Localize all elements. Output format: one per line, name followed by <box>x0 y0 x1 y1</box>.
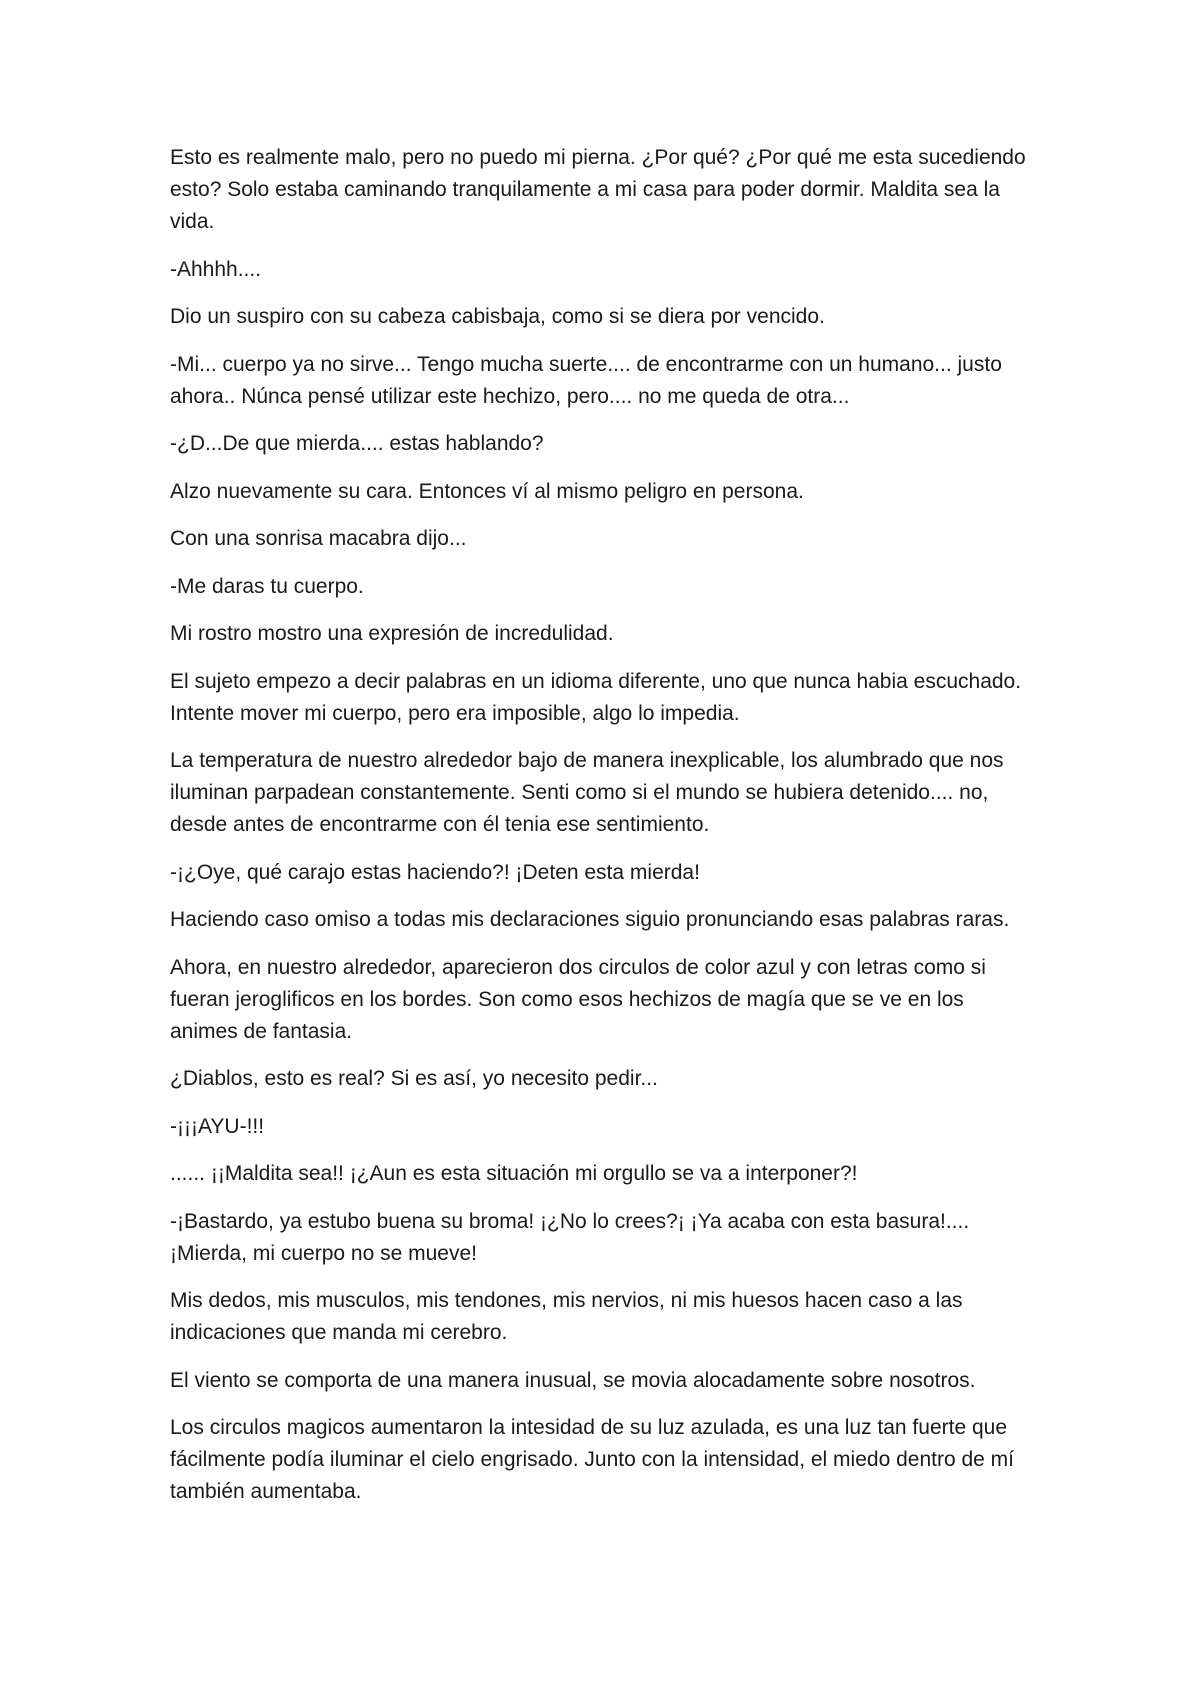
paragraph: -Me daras tu cuerpo. <box>170 574 364 598</box>
paragraph: Dio un suspiro con su cabeza cabisbaja, como si se diera por vencido. <box>170 305 825 328</box>
paragraph: Mis dedos, mis musculos, mis tendones, mis nervios, ni mis huesos hacen caso a las indicaciones que manda mi cerebro. <box>170 1289 963 1344</box>
paragraph: ...... ¡¡Maldita sea!! ¡¿Aun es esta situación mi orgullo se va a interponer?! <box>170 1162 858 1185</box>
paragraph: -¡¿Oye, qué carajo estas haciendo?! ¡Deten esta mierda! <box>170 860 700 884</box>
paragraph: -¿D...De que mierda.... estas hablando? <box>170 432 544 455</box>
paragraph: -¡Bastardo, ya estubo buena su broma! ¡¿No lo crees?¡ ¡Ya acaba con esta basura!.... ¡Mierda, mi cuerpo no se mueve! <box>170 1209 970 1265</box>
paragraph: -Ahhhh.... <box>170 257 262 281</box>
paragraph: Mi rostro mostro una expresión de incredulidad. <box>170 622 614 645</box>
paragraph: El sujeto empezo a decir palabras en un idioma diferente, uno que nunca habia escuchado. Intente mover mi cuerpo, pero era imposible, algo lo impedia. <box>170 669 1022 725</box>
page-body <box>170 142 1030 1524</box>
paragraph: Ahora, en nuestro alrededor, aparecieron dos circulos de color azul y con letras como si fueran jeroglificos en los bordes. Son como esos hechizos de magía que se ve en los animes de fantasia. <box>170 955 986 1043</box>
paragraph: -Mi... cuerpo ya no sirve... Tengo mucha suerte.... de encontrarme con un humano... justo ahora.. Núnca pensé utilizar este hechizo, pero.... no me queda de otra... <box>170 352 1002 408</box>
paragraph: ¿Diablos, esto es real? Si es así, yo necesito pedir... <box>170 1067 658 1090</box>
paragraph: La temperatura de nuestro alrededor bajo de manera inexplicable, los alumbrado que nos iluminan parpadean constantemente. Senti como si el mundo se hubiera detenido.... no, desde antes de encontrarme con él tenia ese sentimiento. <box>170 749 1004 836</box>
paragraph: Esto es realmente malo, pero no puedo mi pierna. ¿Por qué? ¿Por qué me esta sucediendo esto? Solo estaba caminando tranquilamente a mi casa para poder dormir. Maldita sea la vida. <box>170 146 1026 233</box>
paragraph: Con una sonrisa macabra dijo... <box>170 527 467 550</box>
paragraph: Haciendo caso omiso a todas mis declaraciones siguio pronunciando esas palabras raras. <box>170 908 1010 931</box>
paragraph: Alzo nuevamente su cara. Entonces ví al mismo peligro en persona. <box>170 479 804 503</box>
paragraph: Los circulos magicos aumentaron la intesidad de su luz azulada, es una luz tan fuerte que fácilmente podía iluminar el cielo engrisado. Junto con la intensidad, el miedo dentro de mí también aumentaba. <box>170 1416 1014 1503</box>
paragraph: El viento se comporta de una manera inusual, se movia alocadamente sobre nosotros. <box>170 1368 976 1392</box>
paragraph: -¡¡¡AYU-!!! <box>170 1114 265 1138</box>
